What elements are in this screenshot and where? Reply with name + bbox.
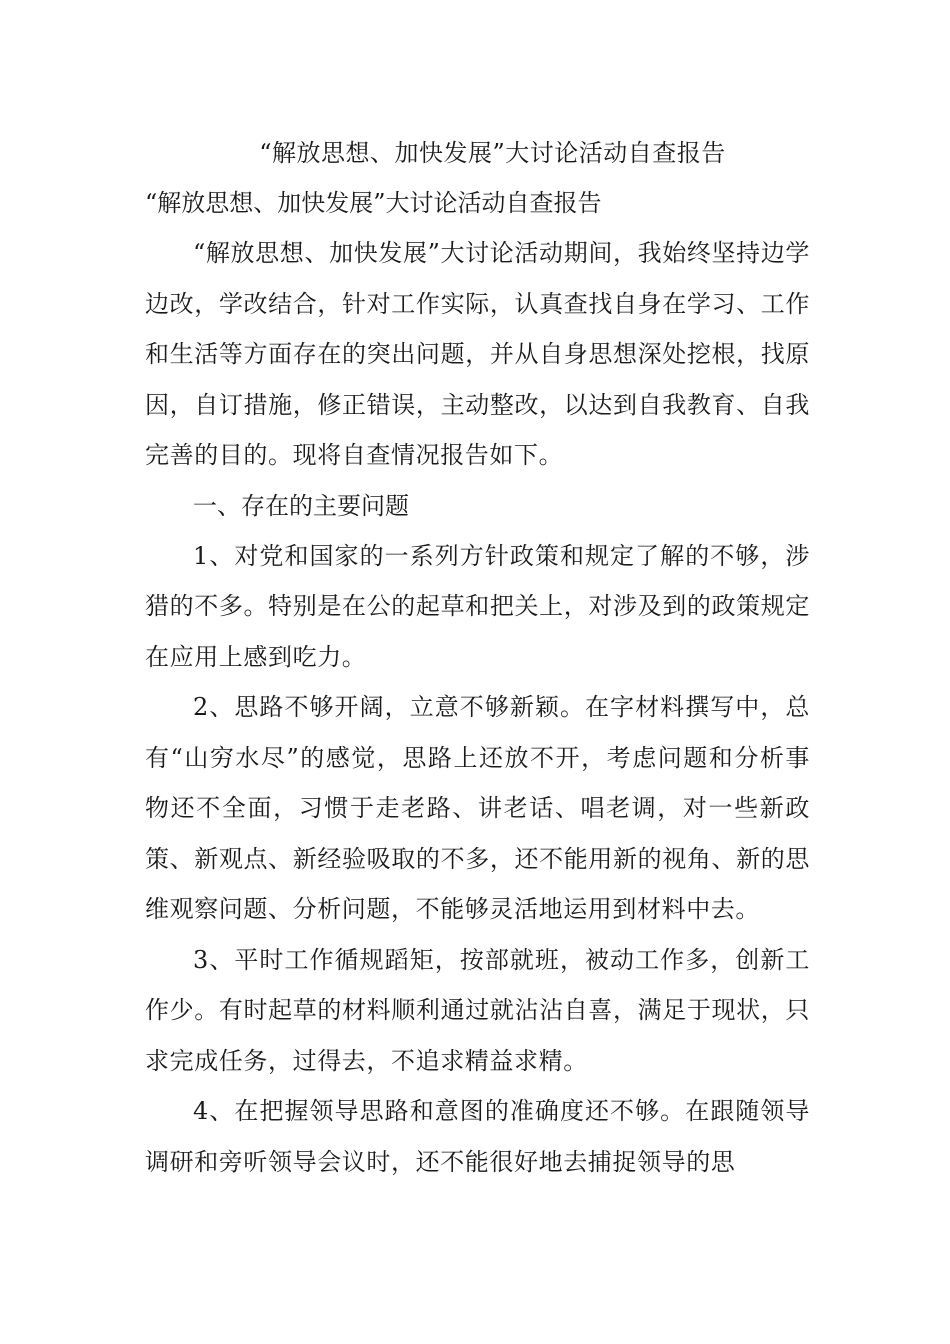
- list-item-3: 3、平时工作循规蹈矩，按部就班，被动工作多，创新工作少。有时起草的材料顺利通过就沾沾自喜，满足于现状，只求完成任务，过得去，不追求精益求精。: [145, 945, 810, 1075]
- intro-paragraph: “解放思想、加快发展”大讨论活动期间，我始终坚持边学边改，学改结合，针对工作实际，认真查找自身在学习、工作和生活等方面存在的突出问题，并从自身思想深处挖根，找原因，自订措施，修正错误，主动整改，以达到自我教育、自我完善的目的。现将自查情况报告如下。: [145, 239, 810, 469]
- document-subtitle: “解放思想、加快发展”大讨论活动自查报告: [145, 189, 602, 217]
- document-title: “解放思想、加快发展”大讨论活动自查报告: [259, 139, 726, 167]
- section-heading: 一、存在的主要问题: [193, 491, 409, 520]
- document-body: [145, 128, 810, 1187]
- list-item-2: 2、思路不够开阔，立意不够新颖。在字材料撰写中，总有“山穷水尽”的感觉，思路上还放不开，考虑问题和分析事物还不全面，习惯于走老路、讲老话、唱老调，对一些新政策、新观点、新经验吸取的不多，还不能用新的视角、新的思维观察问题、分析问题，不能够灵活地运用到材料中去。: [145, 693, 810, 923]
- list-item-1: 1、对党和国家的一系列方针政策和规定了解的不够，涉猎的不多。特别是在公的起草和把关上，对涉及到的政策规定在应用上感到吃力。: [145, 541, 810, 671]
- list-item-4: 4、在把握领导思路和意图的准确度还不够。在跟随领导调研和旁听领导会议时，还不能很好地去捕捉领导的思: [145, 1097, 810, 1176]
